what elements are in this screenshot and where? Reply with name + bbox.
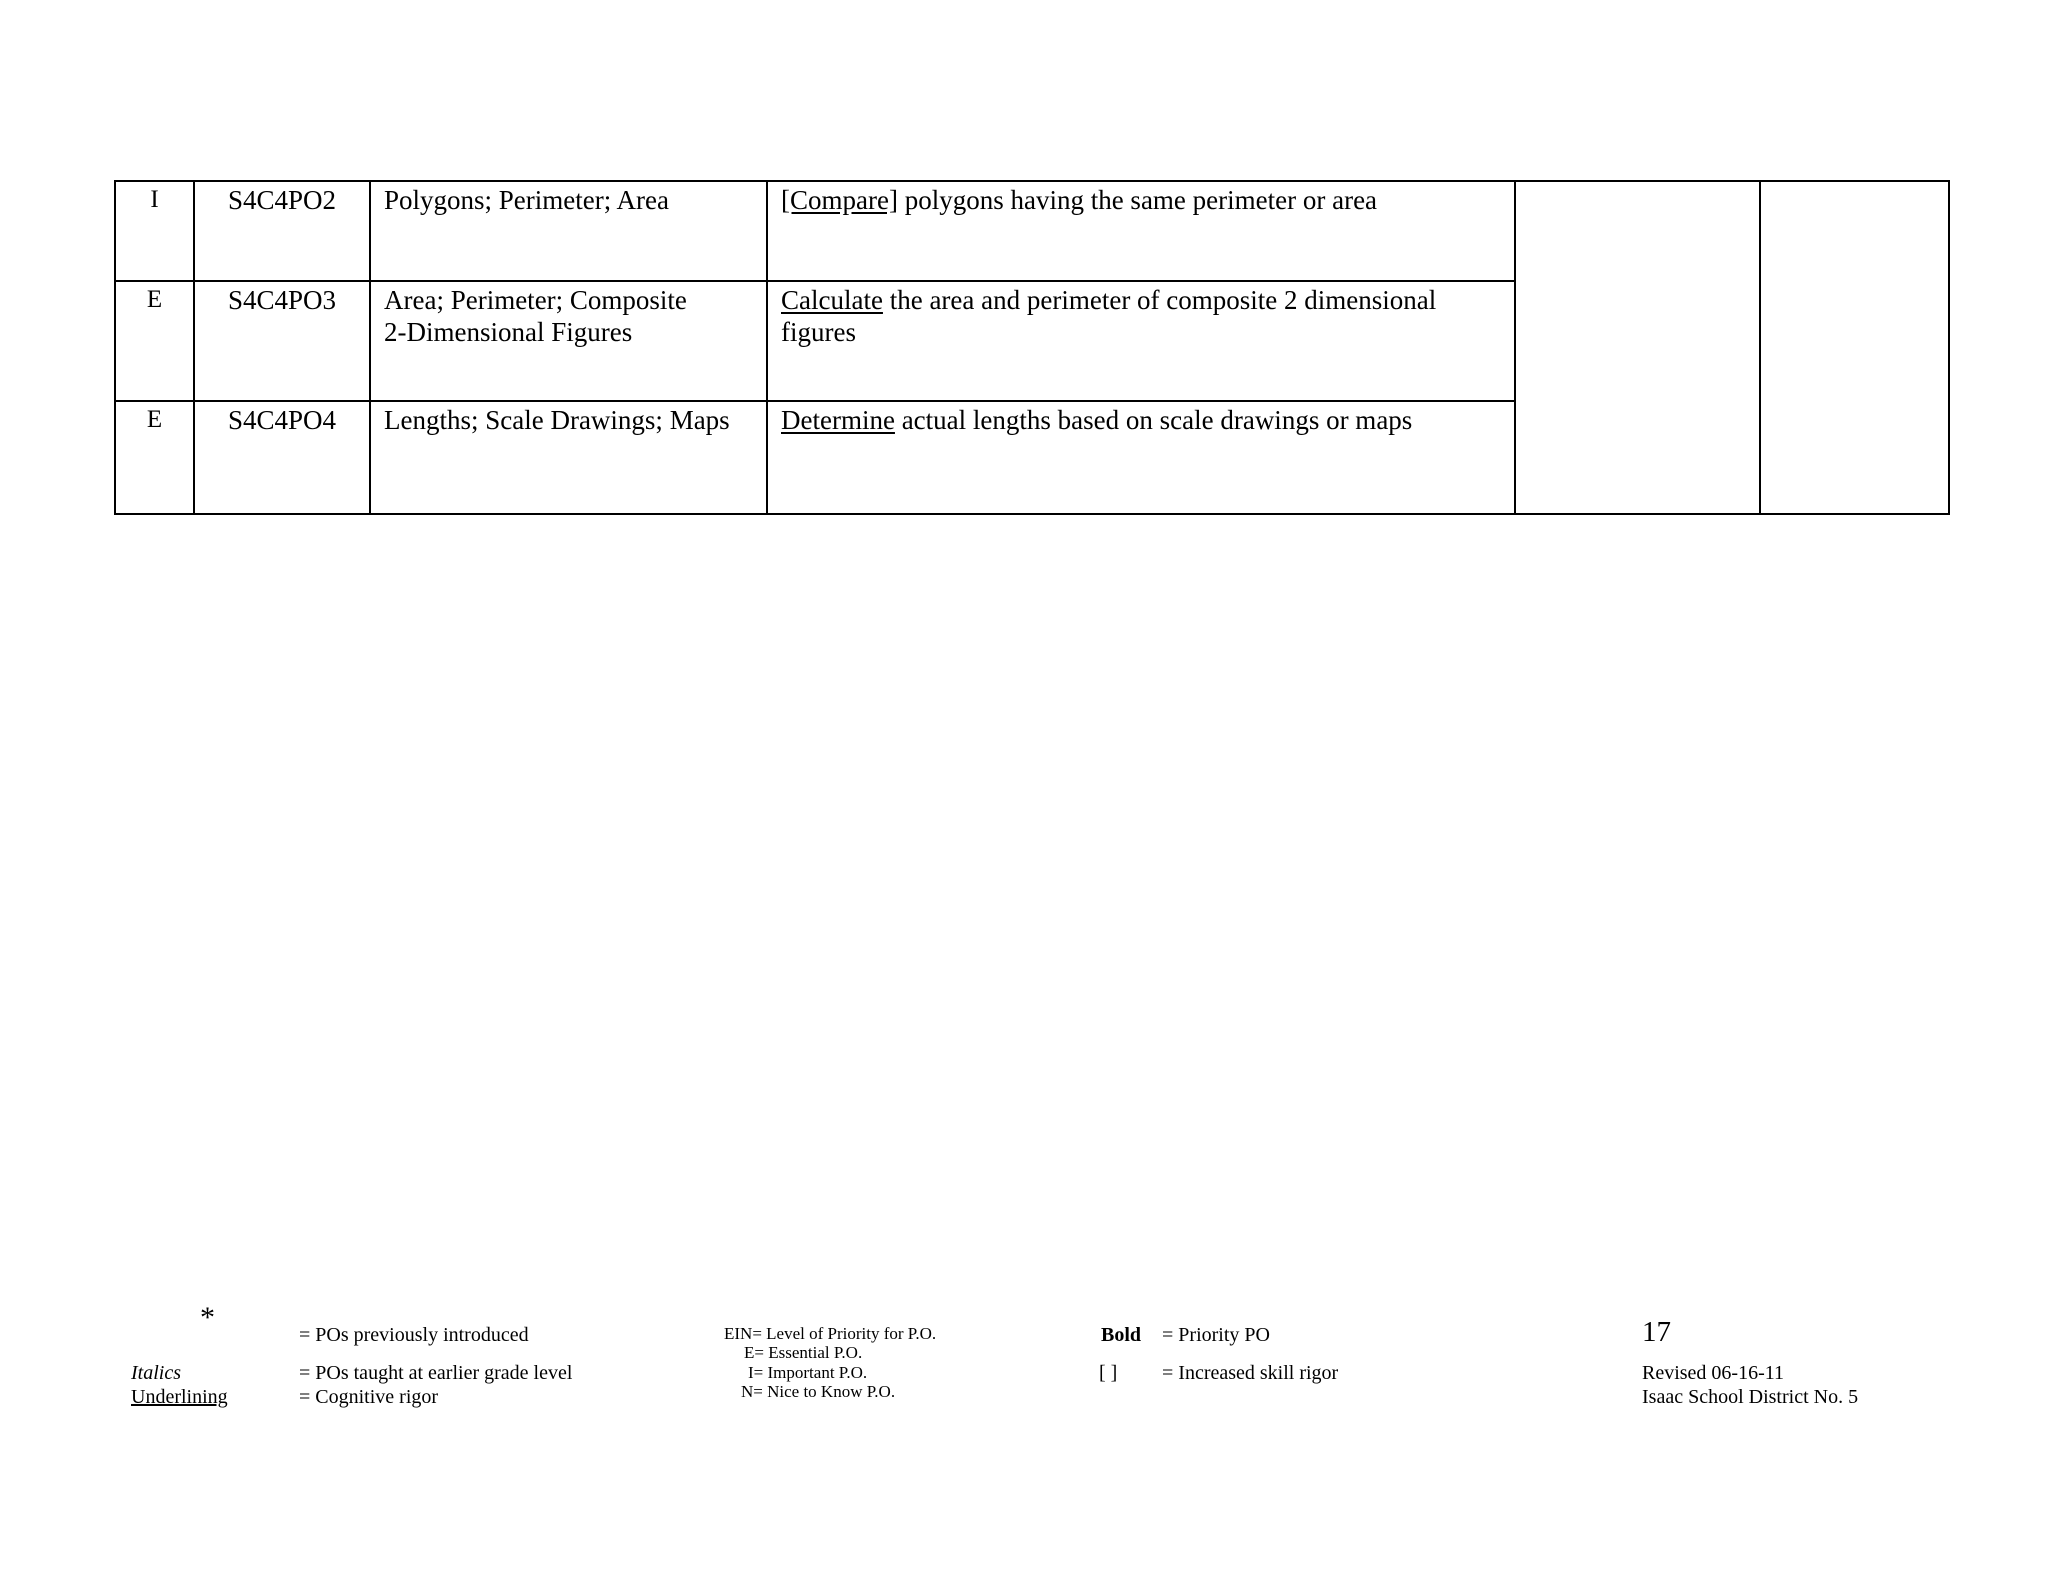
brackets-meaning: = Increased skill rigor (1162, 1362, 1339, 1384)
objective-text: the area and perimeter of composite 2 dimensional figures (781, 285, 1437, 347)
revised-date: Revised 06-16-11 (1642, 1362, 1785, 1384)
priority-level-cell: E (115, 281, 194, 401)
objective-cell (767, 181, 1515, 281)
empty-cell (1760, 181, 1949, 514)
objective-verb: Calculate (781, 285, 883, 315)
objective-verb: [Compare] (781, 185, 898, 215)
asterisk-symbol: * (200, 1301, 215, 1334)
concept-line: 2-Dimensional Figures (384, 317, 633, 347)
underlining-meaning: = Cognitive rigor (299, 1386, 439, 1408)
objective-cell (767, 401, 1515, 514)
brackets-label: [ ] (1099, 1362, 1118, 1384)
italics-label: Italics (131, 1362, 181, 1384)
table-row (115, 181, 1949, 281)
concept-line: Lengths; Scale Drawings; Maps (384, 405, 730, 435)
objective-verb: Determine (781, 405, 895, 435)
priority-legend-title: EIN= Level of Priority for P.O. (724, 1324, 937, 1343)
italics-meaning: = POs taught at earlier grade level (299, 1362, 573, 1384)
priority-level-cell: E (115, 401, 194, 514)
concept-line: Polygons; Perimeter; Area (384, 185, 669, 215)
priority-legend-nice: N= Nice to Know P.O. (741, 1382, 896, 1401)
bold-meaning: = Priority PO (1162, 1324, 1270, 1346)
district-name: Isaac School District No. 5 (1642, 1386, 1859, 1408)
concept-cell (370, 281, 767, 401)
concept-line: Area; Perimeter; Composite (384, 285, 687, 315)
objective-text: actual lengths based on scale drawings or maps (894, 405, 1413, 435)
po-code-cell: S4C4PO4 (194, 401, 370, 514)
objective-text: polygons having the same perimeter or area (897, 185, 1378, 215)
priority-legend-essential: E= Essential P.O. (744, 1343, 863, 1362)
concept-cell (370, 181, 767, 281)
objective-cell (767, 281, 1515, 401)
concept-cell (370, 401, 767, 514)
bold-label: Bold (1101, 1324, 1142, 1346)
empty-cell (1515, 181, 1760, 514)
priority-level-cell: I (115, 181, 194, 281)
asterisk-meaning: = POs previously introduced (299, 1324, 529, 1346)
underlining-label: Underlining (131, 1386, 228, 1408)
po-code-cell: S4C4PO2 (194, 181, 370, 281)
priority-legend-important: I= Important P.O. (748, 1363, 868, 1382)
po-code-cell: S4C4PO3 (194, 281, 370, 401)
performance-objectives-table (114, 180, 1950, 515)
page-number: 17 (1642, 1316, 1671, 1348)
